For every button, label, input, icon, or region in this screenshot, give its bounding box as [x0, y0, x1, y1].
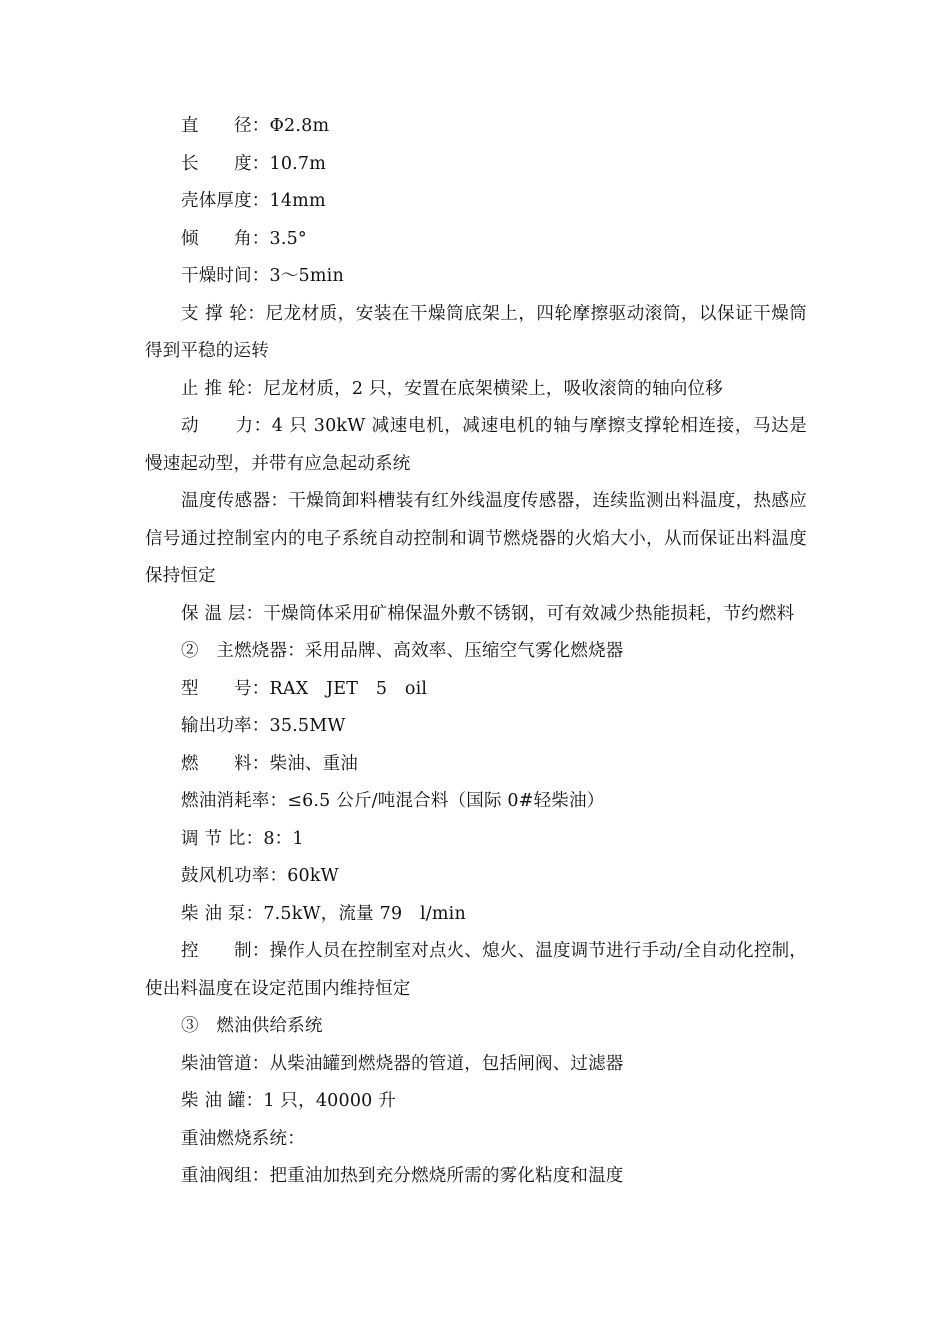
spec-diesel-pipeline: 柴油管道：从柴油罐到燃烧器的管道，包括闸阀、过滤器 [181, 1053, 624, 1074]
spec-fuel: 燃 料：柴油、重油 [181, 753, 358, 774]
spec-blower-power: 鼓风机功率：60kW [181, 866, 339, 886]
spec-insulation: 保 温 层：干燥筒体采用矿棉保温外敷不锈钢，可有效减少热能损耗，节约燃料 [181, 603, 795, 624]
spec-output-power: 输出功率：35.5MW [181, 716, 346, 736]
section-main-burner: ② 主燃烧器：采用品牌、高效率、压缩空气雾化燃烧器 [181, 641, 624, 661]
spec-shell-thickness: 壳体厚度：14mm [181, 191, 326, 211]
spec-turndown-ratio: 调 节 比：8：1 [181, 828, 304, 849]
spec-power: 动 力：4 只 30kW 减速电机，减速电机的轴与摩擦支撑轮相连接，马达是慢速起动型，并带有应急起动系统 [145, 416, 807, 474]
spec-drying-time: 干燥时间：3～5min [181, 266, 344, 286]
spec-heavy-oil-system: 重油燃烧系统： [181, 1128, 305, 1149]
spec-thrust-wheel: 止 推 轮：尼龙材质，2 只，安置在底架横梁上，吸收滚筒的轴向位移 [181, 378, 723, 399]
section-fuel-supply: ③ 燃油供给系统 [181, 1016, 323, 1036]
spec-support-wheel: 支 撑 轮：尼龙材质，安装在干燥筒底架上，四轮摩擦驱动滚筒，以保证干燥筒得到平稳的运转 [145, 303, 807, 361]
spec-inclination: 倾 角：3.5° [181, 228, 307, 249]
spec-length: 长 度：10.7m [181, 153, 327, 174]
spec-model: 型 号：RAX JET 5 oil [181, 678, 428, 699]
spec-diesel-pump: 柴 油 泵：7.5kW，流量 79 l/min [181, 903, 466, 924]
spec-heavy-oil-valve: 重油阀组：把重油加热到充分燃烧所需的雾化粘度和温度 [181, 1166, 624, 1186]
spec-diameter: 直 径：Φ2.8m [181, 116, 330, 136]
document-body [145, 108, 807, 1196]
spec-diesel-tank: 柴 油 罐：1 只，40000 升 [181, 1091, 396, 1111]
spec-control: 控 制：操作人员在控制室对点火、熄火、温度调节进行手动/全自动化控制，使出料温度在设定范围内维持恒定 [145, 941, 807, 999]
spec-fuel-consumption: 燃油消耗率：≤6.5 公斤/吨混合料（国际 0#轻柴油） [181, 791, 605, 811]
spec-temperature-sensor: 温度传感器：干燥筒卸料槽装有红外线温度传感器，连续监测出料温度，热感应信号通过控制室内的电子系统自动控制和调节燃烧器的火焰大小，从而保证出料温度保持恒定 [145, 491, 807, 586]
